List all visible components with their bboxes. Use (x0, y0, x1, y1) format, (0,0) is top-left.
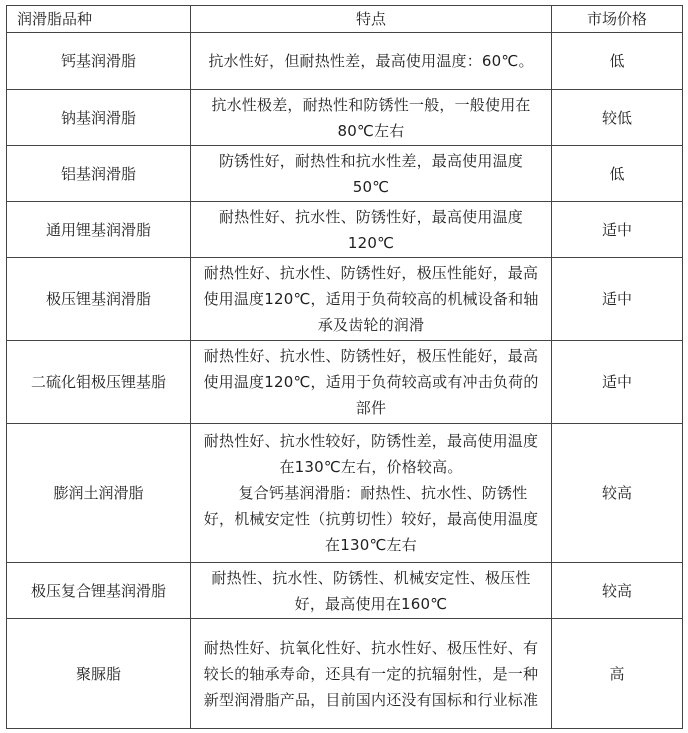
features-cell (191, 202, 552, 258)
price-cell: 高 (552, 619, 683, 729)
grease-name-cell: 钠基润滑脂 (7, 90, 191, 146)
table-row (7, 90, 683, 146)
header-grease-type: 润滑脂品种 (7, 6, 191, 33)
table-row (7, 341, 683, 424)
table-header-row (7, 6, 683, 33)
price-cell: 适中 (552, 341, 683, 424)
features-cell (191, 90, 552, 146)
price-cell: 适中 (552, 202, 683, 258)
features-text: 耐热性好、抗水性、防锈性好，最高使用温度120℃ (218, 207, 523, 252)
features-cell (191, 424, 552, 563)
features-text: 耐热性好、抗水性、防锈性好，极压性能好，最高使用温度120℃，适用于负荷较高或有冲击负荷的部件 (203, 347, 539, 417)
grease-name-cell: 极压复合锂基润滑脂 (7, 563, 191, 619)
grease-name-cell: 极压锂基润滑脂 (7, 258, 191, 341)
grease-name-cell: 聚脲脂 (7, 619, 191, 729)
price-cell: 较高 (552, 424, 683, 563)
features-cell (191, 341, 552, 424)
table-row (7, 424, 683, 563)
grease-table-container (6, 5, 683, 729)
features-text: 耐热性好、抗水性、防锈性好，极压性能好，最高使用温度120℃，适用于负荷较高的机械设备和轴承及齿轮的润滑 (203, 264, 539, 334)
table-row (7, 146, 683, 202)
price-cell: 较高 (552, 563, 683, 619)
features-cell (191, 563, 552, 619)
features-cell (191, 146, 552, 202)
header-market-price: 市场价格 (552, 6, 683, 33)
features-cell (191, 33, 552, 90)
features-cell (191, 619, 552, 729)
price-cell: 低 (552, 33, 683, 90)
table-row (7, 33, 683, 90)
features-text: 耐热性好、抗水性较好，防锈性差，最高使用温度在130℃左右，价格较高。 (203, 432, 539, 476)
features-text: 抗水性极差，耐热性和防锈性一般，一般使用在80℃左右 (211, 95, 531, 140)
table-row (7, 563, 683, 619)
table-row (7, 202, 683, 258)
features-text: 防锈性好，耐热性和抗水性差，最高使用温度50℃ (218, 151, 523, 196)
grease-name-cell: 膨润土润滑脂 (7, 424, 191, 563)
features-text: 耐热性好、抗氧化性好、抗水性好、极压性好、有较长的轴承寿命，还具有一定的抗辐射性，是一种新型润滑脂产品，目前国内还没有国标和行业标准 (203, 638, 539, 709)
table-row (7, 619, 683, 729)
price-cell: 低 (552, 146, 683, 202)
grease-name-cell: 钙基润滑脂 (7, 33, 191, 90)
grease-name-cell: 二硫化钼极压锂基脂 (7, 341, 191, 424)
features-text-secondary: 复合钙基润滑脂：耐热性、抗水性、防锈性好，机械安定性（抗剪切性）较好，最高使用温度在130℃左右 (203, 484, 539, 554)
table-row (7, 258, 683, 341)
features-text: 耐热性、抗水性、防锈性、机械安定性、极压性好，最高使用在160℃ (211, 568, 531, 613)
features-cell (191, 258, 552, 341)
price-cell: 适中 (552, 258, 683, 341)
price-cell: 较低 (552, 90, 683, 146)
grease-comparison-table (6, 5, 683, 729)
header-features: 特点 (191, 6, 552, 33)
grease-name-cell: 通用锂基润滑脂 (7, 202, 191, 258)
grease-name-cell: 铝基润滑脂 (7, 146, 191, 202)
features-text: 抗水性好，但耐热性差，最高使用温度：60℃。 (208, 52, 534, 70)
